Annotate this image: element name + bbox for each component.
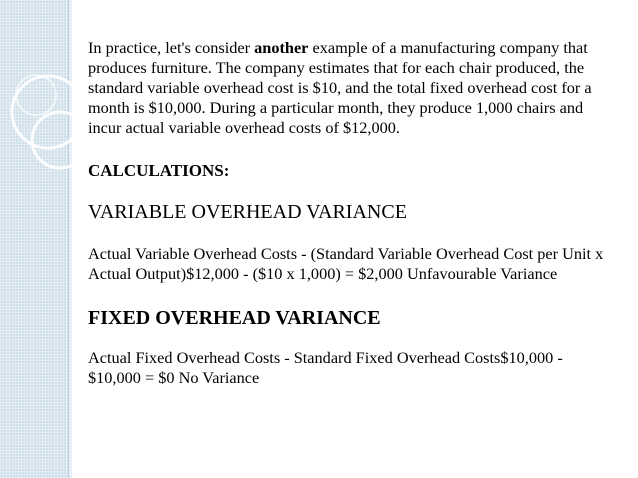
fixed-overhead-text: Actual Fixed Overhead Costs - Standard Fixed Overhead Costs$10,000 - $10,000 = $0 No Variance [88,348,563,387]
variable-overhead-text: Actual Variable Overhead Costs - (Standard Variable Overhead Cost per Unit x Actual Output)$12,000 - ($10 x 1,000) = $2,000 Unfavourable Variance [88,244,604,283]
intro-text-start: In practice, let's consider [88,38,255,57]
intro-paragraph [88,38,618,138]
intro-emphasis: another [254,38,309,57]
calculations-heading: CALCULATIONS: [88,161,230,180]
fixed-overhead-heading: FIXED OVERHEAD VARIANCE [88,307,381,329]
variable-overhead-heading: VARIABLE OVERHEAD VARIANCE [88,201,407,223]
intro-text-end: example of a manufacturing company that produces furniture. The company estimates that for each chair produced, the standard variable overhead cost is $10, and the total fixed overhead cost for a month is $10,000. During a particular month, they produce 1,000 chairs and incur actual variable overhead costs of $12,000. [88,38,592,137]
slide-content [88,38,618,388]
